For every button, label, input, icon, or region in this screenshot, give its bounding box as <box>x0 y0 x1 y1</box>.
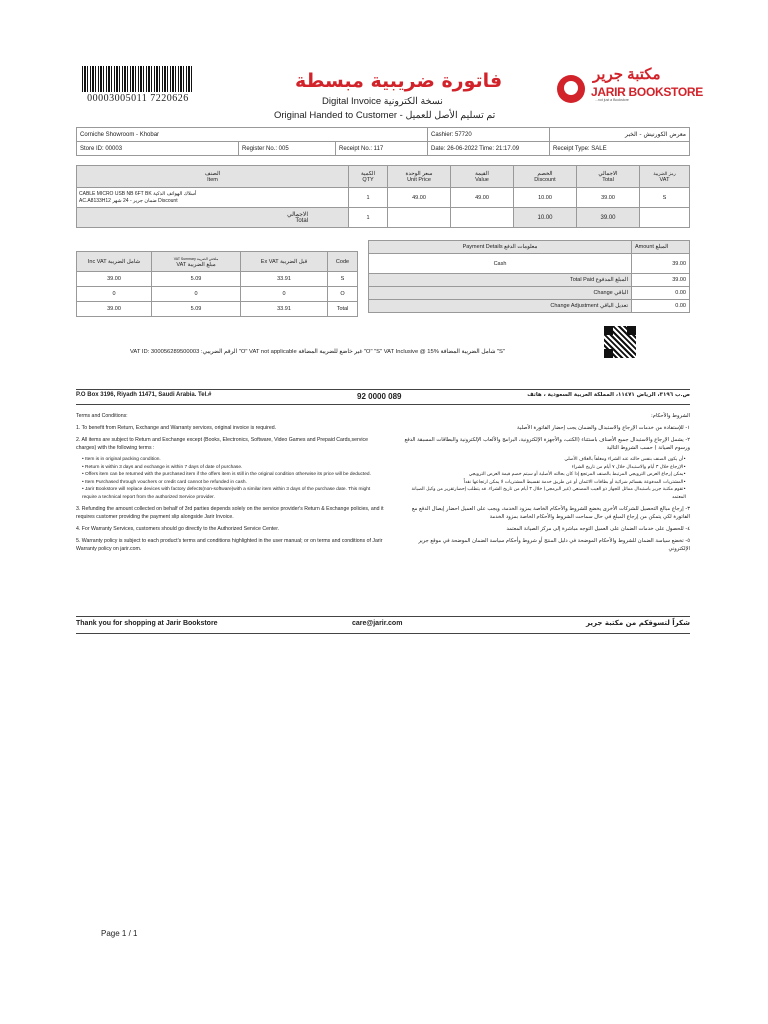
total-label: Total <box>295 218 308 224</box>
receipt-no: Receipt No.: 117 <box>336 142 428 156</box>
table-row <box>369 287 690 300</box>
items-header-row <box>77 166 690 188</box>
showroom: Corniche Showroom - Khobar <box>77 128 428 142</box>
col-total-ar: الاجمالي <box>598 170 618 177</box>
amount-header: Amount المبلغ <box>632 241 690 254</box>
vat-cell: 33.91 <box>241 302 328 317</box>
item-vat-code: S <box>640 188 690 208</box>
term-2-ar: ٢- يشمل الإرجاع والاستبدال جميع الأصناف باستثناء (الكتب، والأجهزة الإلكترونية، البرامج والألعاب الإلكترونية والبطاقات المسبقة الدفع ورسوم الصيانة ) حسب الشروط التالية <box>404 437 690 451</box>
term-5-ar: ٥- تخضع سياسة الضمان للشروط والأحكام الموضحة في دليل المنتج أو شروط وأحكام سياسة الضمان الموضحة في موقع جرير الإلكتروني <box>418 538 690 552</box>
vat-cell: S <box>328 272 358 287</box>
date-time: Date: 26-06-2022 Time: 21:17.09 <box>428 142 550 156</box>
list-item: •أن يكون الصنف بنفس حالته عند الشراء ومغلفاً بالغلاف الأصلي <box>564 457 686 462</box>
col-qty-ar: الكمية <box>360 170 376 177</box>
list-item: •الإرجاع خلال ٣ أيام والاستبدال خلال ٧ أيام من تاريخ الشراء <box>571 464 686 470</box>
item-code: AC.A8133H12 ضمان جرير - 24 شهر Discount <box>79 197 178 204</box>
vat-cell: O <box>328 287 358 302</box>
logo-text-en: JARIR BOOKSTORE <box>591 85 703 99</box>
term-2-bullets-ar <box>400 456 690 501</box>
total-amount: 39.00 <box>577 208 640 228</box>
qr-code <box>604 326 636 358</box>
divider <box>76 616 690 617</box>
digital-invoice-label: Digital Invoice نسخة الكترونية <box>322 96 443 107</box>
item-total: 39.00 <box>577 188 640 208</box>
list-item: •المشتريات المدفوعة بقسائم شرائية أو بطاقات الائتمان أو عن طريق خدمة تقسيط المشتريات لا يمكن ارتجاعها نقداً <box>463 479 686 485</box>
table-row <box>369 254 690 274</box>
vat-col-ex: Ex VAT قبل الضريبة <box>241 252 328 272</box>
col-vat-ar: رمز الضريبة <box>653 170 676 176</box>
terms-en <box>76 412 386 553</box>
table-row <box>77 302 358 317</box>
payment-header-row <box>369 241 690 254</box>
payment-method: Cash <box>369 254 632 274</box>
vat-summary-note: VAT Summary ملخص الضريبة <box>173 256 219 261</box>
vat-cell: 39.00 <box>77 302 152 317</box>
phone-number: 92 0000 089 <box>357 392 402 401</box>
divider <box>76 404 690 405</box>
thank-you-en: Thank you for shopping at Jarir Bookstore <box>76 620 218 627</box>
vat-cell: 39.00 <box>77 272 152 287</box>
col-total: Total <box>602 176 614 183</box>
original-handed-label: Original Handed to Customer - تم تسليم الأصل للعميل <box>274 110 496 121</box>
care-email: care@jarir.com <box>352 620 403 627</box>
vat-id-line: VAT ID: 300056289500003 :الرقم الضريبي "O" VAT not applicable غير خاضع للضريبة المضافة "O" "S" VAT Inclusive @ 15% شامل الضريبة المضافة "S" <box>130 349 505 355</box>
col-discount-ar: الخصم <box>537 170 553 177</box>
total-discount: 10.00 <box>514 208 577 228</box>
list-item: • Item Purchased through vouchers or credit card cannot be refunded in cash. <box>82 479 247 485</box>
col-qty: QTY <box>362 176 374 183</box>
vat-header-row <box>77 252 358 272</box>
change-amount: 0.00 <box>632 287 690 300</box>
term-4-ar: ٤- للحصول على خدمات الضمان على العميل التوجه مباشرة إلى مركز الصيانة المعتمد <box>506 526 690 532</box>
vat-col-code: Code <box>328 252 358 272</box>
vat-cell: 33.91 <box>241 272 328 287</box>
item-discount: 10.00 <box>514 188 577 208</box>
payment-amount: 39.00 <box>632 254 690 274</box>
vat-cell: Total <box>328 302 358 317</box>
col-discount: Discount <box>534 176 556 183</box>
table-row <box>369 274 690 287</box>
item-qty: 1 <box>349 188 388 208</box>
address-en: P.O Box 3196, Riyadh 11471, Saudi Arabia. Tel.# <box>76 392 212 398</box>
items-table <box>76 165 690 228</box>
vat-cell: 0 <box>241 287 328 302</box>
thank-you-ar: شكراً لتسوقكم من مكتبة جرير <box>586 619 690 627</box>
item-value: 49.00 <box>451 188 514 208</box>
col-unit-price-ar: سعر الوحدة <box>405 170 433 177</box>
vat-cell: 5.09 <box>152 302 241 317</box>
cashier: Cashier: 57720 <box>428 128 550 142</box>
term-2-bullets <box>76 456 386 501</box>
logo-mark-icon <box>557 75 585 103</box>
vat-cell: 0 <box>152 287 241 302</box>
items-total-row <box>77 208 690 228</box>
col-item: Item <box>207 176 218 183</box>
term-3-ar: ٣- إرجاع مبالغ التحصيل للشركات الأخرى يخضع للشروط والأحكام الخاصة بمزود الخدمة، ويجب على العميل احضار إيصال الدفع مع الفاتورة لكي يتمكن من إرجاع المبلغ في حال سماحت الشروط والأحكام الخاصة بمزود الخدمة <box>411 506 690 520</box>
change-adjustment-amount: 0.00 <box>632 300 690 313</box>
table-row <box>77 272 358 287</box>
terms-title: Terms and Conditions: <box>76 413 128 419</box>
store-info-table <box>76 127 690 156</box>
payment-table <box>368 240 690 313</box>
term-4: 4. For Warranty Services, customers should go directly to the Authorized Service Center. <box>76 526 280 532</box>
divider <box>76 389 690 390</box>
total-qty: 1 <box>349 208 388 228</box>
address-ar: ص.ب ٣١٩٦، الرياض ١١٤٧١، المملكة العربية السعودية ، هاتف <box>527 392 690 398</box>
divider <box>76 633 690 634</box>
register-no: Register No.: 005 <box>239 142 336 156</box>
col-value: Value <box>475 176 489 183</box>
logo-tagline: ...not just a Bookstore <box>595 98 629 102</box>
payment-details-header: Payment Details معلومات الدفع <box>369 241 632 254</box>
col-item-ar: الصنف <box>204 170 221 177</box>
term-5: 5. Warranty policy is subject to each product's terms and conditions highlighted in the user manual; or on terms and conditions of Jarir Warranty policy on jarir.com. <box>76 538 383 552</box>
terms-ar <box>400 412 690 553</box>
showroom-ar: معرض الكورنيش - الخبر <box>550 128 690 142</box>
barcode-number: 00003005011 7220626 <box>87 93 189 104</box>
page-number: Page 1 / 1 <box>101 929 138 938</box>
table-row <box>77 287 358 302</box>
store-id: Store ID: 00003 <box>77 142 239 156</box>
total-paid-amount: 39.00 <box>632 274 690 287</box>
vat-col-inc: Inc VAT شامل الضريبة <box>77 252 152 272</box>
list-item: •يمكن إرجاع العرض الترويجي المرتبط بالصنف المرتجع إذا كان بحالته الأصلية أو سيتم خصم قيمة العرض الترويجي <box>468 472 686 477</box>
term-2: 2. All items are subject to Return and Exchange except (Books, Electronics, Software, Video Games and Prepaid Cards,service charges) with the following terms : <box>76 437 368 451</box>
barcode <box>82 66 194 92</box>
table-row <box>77 188 690 208</box>
table-row <box>369 300 690 313</box>
list-item: • Return is within 3 days and exchange is within 7 days of date of purchase. <box>82 464 243 470</box>
change-adjustment-label: Change Adjustment تعديل الباقي <box>369 300 632 313</box>
vat-cell: 0 <box>77 287 152 302</box>
receipt-type: Receipt Type: SALE <box>550 142 690 156</box>
list-item: • Jarir Bookstore will replace devices with factory defects(non-software)with a similar item within 3 days of the purchase date. This might require a technical report from the authorized Service provider. <box>82 487 371 500</box>
vat-col-vat: VAT مبلغ الضريبة <box>176 261 216 268</box>
item-unit-price: 49.00 <box>388 188 451 208</box>
term-1: 1. To benefit from Return, Exchange and Warranty services, original invoice is required. <box>76 425 277 431</box>
invoice-title-ar: فاتورة ضريبية مبسطة <box>295 70 503 92</box>
term-1-ar: ١- للإستفادة من خدمات الإرجاع والاستبدال والضمان يجب إحضار الفاتورة الأصلية <box>517 425 690 431</box>
total-label-ar: الاجمالي <box>287 212 308 218</box>
terms-title-ar: الشروط والأحكام: <box>651 413 690 419</box>
col-unit-price: Unit Price <box>407 176 431 183</box>
logo-text-ar: مكتبة جرير <box>593 66 661 83</box>
item-description: CABLE MICRO USB NB 6FT BK أسلاك الهواتف الذكية <box>79 190 197 197</box>
col-value-ar: القيمة <box>475 170 489 177</box>
col-vat: VAT <box>659 176 670 183</box>
jarir-logo <box>555 66 703 107</box>
list-item: • Offers item can be returned with the purchased item if the offers item is still in the original condition otherwise its price will be deducted. <box>82 472 371 477</box>
vat-cell: 5.09 <box>152 272 241 287</box>
list-item: • Item is in original packing condition. <box>82 457 161 462</box>
change-label: Change الباقي <box>369 287 632 300</box>
vat-summary-table <box>76 251 358 317</box>
list-item: •تقوم مكتبة جرير باستبدال مماثل للجهاز ذو العيب المصنعي (غير البرمجي) خلال ٣ أيام من تاريخ الشراء. قد يتطلب إحضارتقرير من وكيل الصيانة المعتمد <box>411 487 686 500</box>
term-3: 3. Refunding the amount collected on behalf of 3rd parties depends solely on the service provider's Return & Exchange policies, and it requires customer providing the payment slip alongside Jarir Invoice. <box>76 506 384 520</box>
total-paid-label: Total Paid المبلغ المدفوع <box>369 274 632 287</box>
